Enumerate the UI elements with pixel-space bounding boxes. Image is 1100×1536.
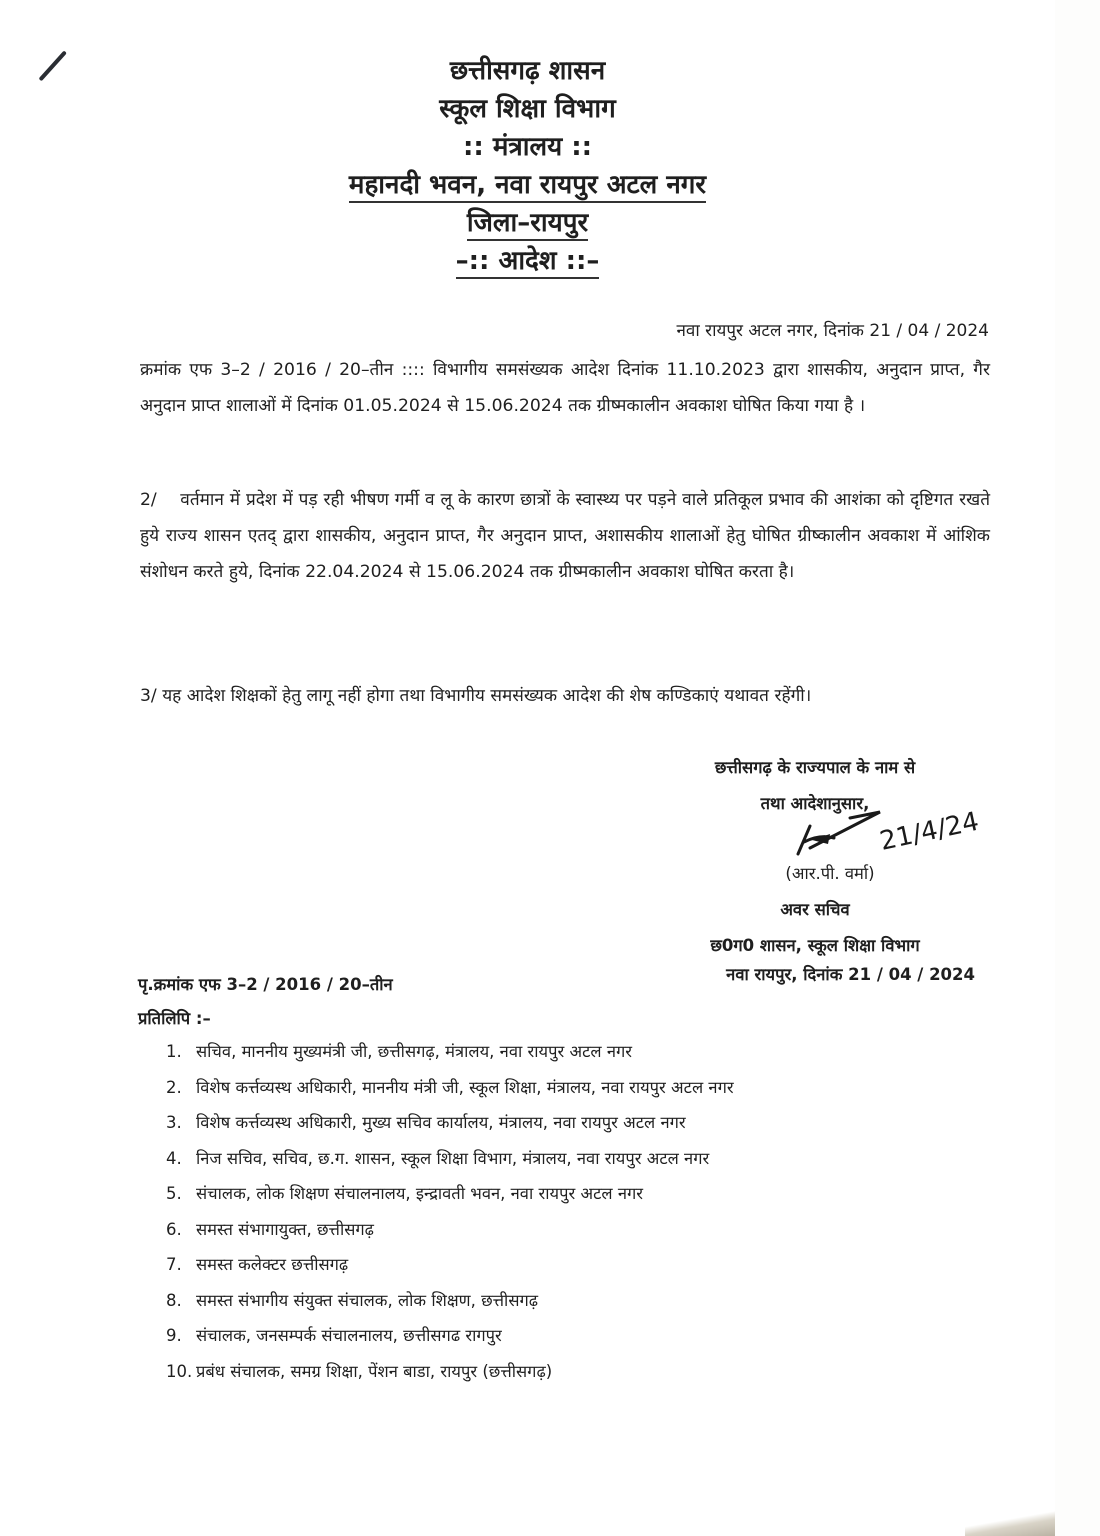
- signature-date: 21/4/24: [877, 806, 982, 857]
- handwritten-signature: [790, 804, 982, 864]
- paragraph-1: क्रमांक एफ 3–2 / 2016 / 20–तीन :::: विभागीय समसंख्यक आदेश दिनांक 11.10.2023 द्वारा शासकीय, अनुदान प्राप्त, गैर अनुदान प्राप्त शालाओं में दिनांक 01.05.2024 से 15.06.2024 तक ग्रीष्मकालीन अवकाश घोषित किया गया है ।: [140, 360, 990, 416]
- order-line: तथा आदेशानुसार,: [760, 794, 870, 813]
- list-item: 5. संचालक, लोक शिक्षण संचालनालय, इन्द्रावती भवन, नवा रायपुर अटल नगर: [166, 1184, 644, 1203]
- paragraph-2: 2/ वर्तमान में प्रदेश में पड़ रही भीषण गर्मी व लू के कारण छात्रों के स्वास्थ्य पर पड़ने वाले प्रतिकूल प्रभाव की आशंका को दृष्टिगत रखते हुये राज्य शासन एतद् द्वारा शासकीय, अनुदान प्राप्त, गैर अनुदान प्राप्त, अशासकीय शालाओं हेतु घोषित ग्रीष्कालीन अवकाश में आंशिक संशोधन करते हुये, दिनांक 22.04.2024 से 15.06.2024 तक ग्रीष्मकालीन अवकाश घोषित करता है।: [140, 490, 996, 582]
- signature-date-line: नवा रायपुर, दिनांक 21 / 04 / 2024: [726, 965, 975, 984]
- letterhead: [0, 52, 1100, 280]
- paragraph-3: 3/ यह आदेश शिक्षकों हेतु लागू नहीं होगा तथा विभागीय समसंख्यक आदेश की शेष कण्डिकाएं यथावत रहेंगी।: [140, 686, 812, 706]
- address-line: महानदी भवन, नवा रायपुर अटल नगर: [0, 166, 1100, 204]
- list-item: 8. समस्त संभागीय संयुक्त संचालक, लोक शिक्षण, छत्तीसगढ़: [166, 1290, 539, 1310]
- copy-recipient-list: [166, 1034, 734, 1389]
- endorsement-ref: पृ.क्रमांक एफ 3–2 / 2016 / 20–तीन: [138, 975, 393, 994]
- governor-line: छत्तीसगढ़ के राज्यपाल के नाम से: [714, 758, 916, 777]
- list-item: 9. संचालक, जनसम्पर्क संचालनालय, छत्तीसगढ रागपुर: [166, 1326, 502, 1345]
- list-item: 10. प्रबंध संचालक, समग्र शिक्षा, पेंशन बाडा, रायपुर (छत्तीसगढ़): [166, 1361, 553, 1381]
- page-curl-shadow: [965, 1510, 1055, 1536]
- order-heading: –:: आदेश ::–: [0, 242, 1100, 280]
- signatory-designation: अवर सचिव: [780, 900, 850, 919]
- ministry-label: :: मंत्रालय ::: [462, 132, 593, 162]
- list-item: 3. विशेष कर्त्तव्यस्थ अधिकारी, मुख्य सचिव कार्यालय, मंत्रालय, नवा रायपुर अटल नगर: [166, 1113, 686, 1132]
- list-item: 7. समस्त कलेक्टर छत्तीसगढ़: [166, 1255, 349, 1274]
- copy-label: प्रतिलिपि :–: [138, 1009, 211, 1028]
- govt-name: छत्तीसगढ़ शासन: [449, 56, 606, 86]
- list-item: 6. समस्त संभागायुक्त, छत्तीसगढ़: [166, 1219, 374, 1239]
- order-date: नवा रायपुर अटल नगर, दिनांक 21 / 04 / 2024: [676, 321, 989, 341]
- list-item: 1. सचिव, माननीय मुख्यमंत्री जी, छत्तीसगढ़, मंत्रालय, नवा रायपुर अटल नगर: [166, 1042, 633, 1061]
- list-item: 4. निज सचिव, सचिव, छ.ग. शासन, स्कूल शिक्षा विभाग, मंत्रालय, नवा रायपुर अटल नगर: [166, 1148, 710, 1168]
- department-name: स्कूल शिक्षा विभाग: [439, 94, 616, 124]
- endorsement-block: [138, 968, 393, 1036]
- district-line: जिला–रायपुर: [0, 204, 1100, 242]
- signatory-name: (आर.पी. वर्मा): [785, 864, 875, 883]
- list-item: 2. विशेष कर्त्तव्यस्थ अधिकारी, माननीय मंत्री जी, स्कूल शिक्षा, मंत्रालय, नवा रायपुर अटल नगर: [166, 1077, 734, 1097]
- signatory-department: छ0ग0 शासन, स्कूल शिक्षा विभाग: [710, 936, 920, 955]
